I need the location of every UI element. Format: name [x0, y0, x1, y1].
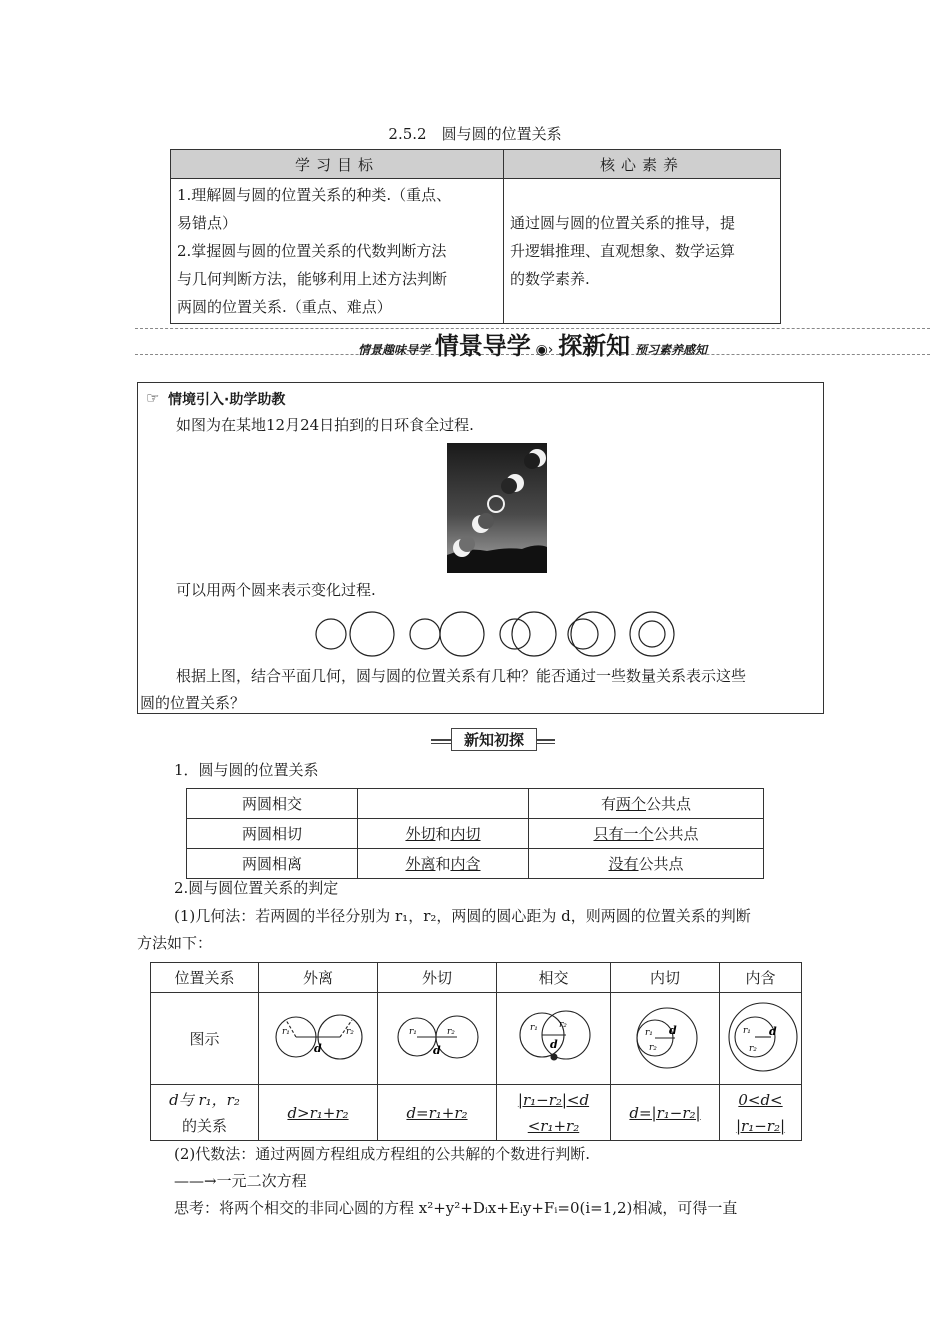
figure-label: 图示 — [151, 993, 259, 1085]
banner-arrow-icon: ◉› — [535, 342, 554, 358]
table-row — [187, 789, 764, 819]
header-cell: 内切 — [611, 963, 720, 993]
figure-cell-internal-tangent — [611, 993, 720, 1085]
condition-intersect: |r₁−r₂|<d <r₁+r₂ — [497, 1085, 611, 1141]
figure-cell-contain — [720, 993, 802, 1085]
think-text: 思考：将两个相交的非同心圆的方程 x²+y²+Dᵢx+Eᵢy+Fᵢ=0(i=1,2)相减，可得一直 — [174, 1199, 738, 1217]
svg-text:r₂: r₂ — [649, 1042, 657, 1053]
relation-name: 两圆相交 — [187, 789, 358, 819]
goals-table — [170, 149, 781, 324]
banner-main1: 情景导学 — [434, 332, 531, 360]
arrow-text: ——→一元二次方程 — [174, 1172, 307, 1190]
relation-table — [186, 788, 764, 879]
relation-types: 外离和内含 — [358, 849, 529, 879]
condition-separate: d>r₁+r₂ — [259, 1085, 378, 1141]
intro-p2: 可以用两个圆来表示变化过程. — [176, 581, 376, 599]
eclipse-sequence-image — [447, 443, 547, 573]
intro-p1: 如图为在某地12月24日拍到的日环食全过程. — [176, 416, 474, 434]
svg-text:r₂: r₂ — [558, 1019, 567, 1030]
judgement-table — [150, 962, 802, 1141]
svg-text:d: d — [314, 1041, 322, 1055]
svg-text:d: d — [549, 1037, 558, 1051]
relation-name: 两圆相离 — [187, 849, 358, 879]
goals-left-cell — [171, 179, 504, 324]
banner-right-text: 预习素养感知 — [634, 343, 707, 357]
figure-cell-intersect — [497, 993, 611, 1085]
svg-text:r₂: r₂ — [346, 1026, 354, 1037]
figure-cell-external-tangent — [378, 993, 497, 1085]
relation-types — [358, 789, 529, 819]
svg-text:r₁: r₁ — [645, 1027, 653, 1038]
header-cell: 外离 — [259, 963, 378, 993]
relation-points: 有两个公共点 — [529, 789, 764, 819]
circle-positions-figure — [308, 608, 688, 660]
svg-text:r₁: r₁ — [529, 1022, 538, 1033]
section1-title: 1．圆与圆的位置关系 — [174, 761, 319, 779]
separate-circles-figure — [268, 1002, 368, 1072]
geometry-method-text: (1)几何法：若两圆的半径分别为 r₁，r₂，两圆的圆心距为 d，则两圆的位置关系的判断 — [174, 907, 751, 925]
relation-points: 没有公共点 — [529, 849, 764, 879]
condition-external-tangent: d=r₁+r₂ — [378, 1085, 497, 1141]
table-row — [151, 993, 802, 1085]
goals-right-line: 通过圆与圆的位置关系的推导，提 — [510, 214, 736, 232]
svg-text:d: d — [433, 1043, 441, 1057]
table-row — [151, 1085, 802, 1141]
geometry-method-text-cont: 方法如下： — [137, 934, 213, 952]
pointing-hand-icon: ☞ — [146, 389, 160, 407]
header-cell: 位置关系 — [151, 963, 259, 993]
intro-header: 情境引入·助学助教 — [168, 392, 286, 408]
internal-tangent-figure — [615, 1002, 715, 1072]
condition-label: d与 r₁，r₂ 的关系 — [151, 1085, 259, 1141]
banner-left-text: 情景趣味导学 — [358, 343, 431, 357]
goals-left-line: 1.理解圆与圆的位置关系的种类.（重点、 — [177, 186, 452, 204]
goals-right-line: 的数学素养. — [510, 270, 590, 288]
goals-header-right: 核心素养 — [504, 150, 781, 179]
contained-circles-figure — [721, 997, 801, 1077]
svg-text:r₁: r₁ — [742, 1025, 751, 1036]
intersecting-circles-figure — [504, 1002, 604, 1072]
condition-contain: 0<d< |r₁−r₂| — [720, 1085, 802, 1141]
header-cell: 外切 — [378, 963, 497, 993]
section-banner — [135, 322, 930, 360]
goals-left-line: 两圆的位置关系.（重点、难点） — [177, 298, 392, 316]
figure-cell-separate — [259, 993, 378, 1085]
svg-text:r₂: r₂ — [748, 1043, 757, 1054]
section-label: 新知初探 — [451, 728, 537, 751]
condition-internal-tangent: d=|r₁−r₂| — [611, 1085, 720, 1141]
goals-left-line: 2.掌握圆与圆的位置关系的代数判断方法 — [177, 242, 447, 260]
intro-p3b: 圆的位置关系？ — [140, 694, 246, 712]
section2-title: 2.圆与圆位置关系的判定 — [174, 879, 339, 897]
relation-points: 只有一个公共点 — [529, 819, 764, 849]
goals-left-line: 与几何判断方法，能够利用上述方法判断 — [177, 270, 448, 288]
intro-p3a: 根据上图，结合平面几何，圆与圆的位置关系有几种？能否通过一些数量关系表示这些 — [176, 667, 747, 685]
svg-text:d: d — [768, 1024, 777, 1038]
goals-right-cell — [504, 179, 781, 324]
algebra-method-text: (2)代数法：通过两圆方程组成方程组的公共解的个数进行判断. — [174, 1145, 591, 1163]
svg-text:r₁: r₁ — [409, 1026, 417, 1037]
header-cell: 内含 — [720, 963, 802, 993]
svg-text:d: d — [669, 1023, 677, 1037]
goals-right-line: 升逻辑推理、直观想象、数学运算 — [510, 242, 736, 260]
relation-types: 外切和内切 — [358, 819, 529, 849]
svg-text:r₂: r₂ — [447, 1026, 455, 1037]
banner-main2: 探新知 — [558, 332, 631, 360]
page-title: 2.5.2 圆与圆的位置关系 — [388, 125, 562, 143]
svg-text:r₁: r₁ — [282, 1026, 290, 1037]
section-label-box — [431, 729, 555, 751]
goals-left-line: 易错点） — [177, 214, 238, 232]
relation-name: 两圆相切 — [187, 819, 358, 849]
table-row — [187, 819, 764, 849]
table-row — [151, 963, 802, 993]
goals-header-left: 学习目标 — [171, 150, 504, 179]
eclipse-photo — [447, 443, 547, 573]
intro-box — [137, 382, 824, 714]
external-tangent-figure — [387, 1002, 487, 1072]
header-cell: 相交 — [497, 963, 611, 993]
